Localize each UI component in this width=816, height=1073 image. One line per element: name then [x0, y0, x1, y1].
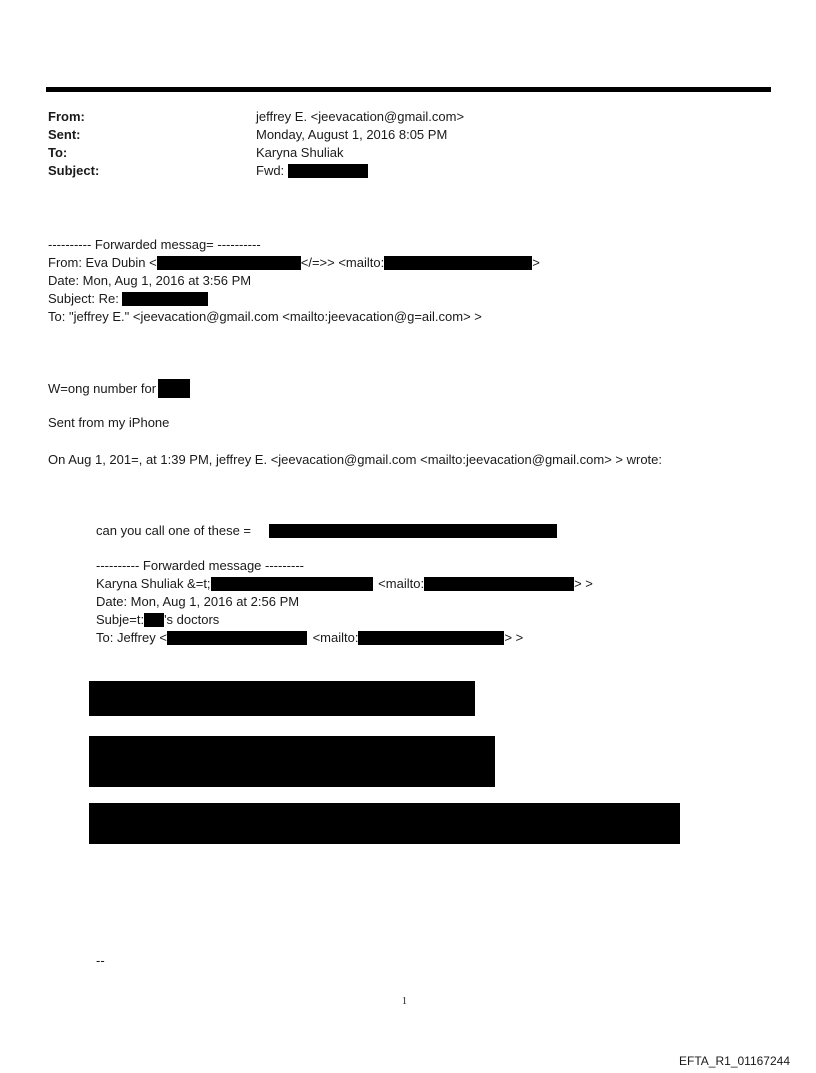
redaction-box	[288, 164, 368, 178]
quoted-to-suffix: > >	[504, 630, 524, 645]
to-value: Karyna Shuliak	[256, 145, 344, 160]
redaction-box	[269, 524, 557, 538]
quoted-date: Date: Mon, Aug 1, 2016 at 2:56 PM	[96, 594, 300, 609]
quoted-line-text: can you call one of these =	[96, 523, 252, 538]
quoted-from-suffix: > >	[574, 576, 593, 591]
forward-subject-prefix: Subject: Re:	[48, 291, 119, 306]
body-line-text: W=ong number for	[48, 381, 157, 396]
quoted-subject-line	[96, 611, 219, 628]
page-number: 1	[402, 996, 407, 1007]
forward-separator: ---------- Forwarded messag= ----------	[48, 237, 261, 252]
to-label: To:	[48, 145, 68, 160]
redaction-box	[157, 256, 301, 270]
redaction-box	[358, 631, 504, 645]
redaction-box	[144, 613, 164, 627]
redaction-box	[122, 292, 208, 306]
redaction-block	[89, 681, 475, 716]
from-value: jeffrey E. <jeevacation@gmail.com>	[256, 109, 465, 124]
sent-label: Sent:	[48, 127, 81, 142]
redaction-block	[89, 803, 680, 844]
quoted-subject-suffix: 's doctors	[164, 612, 220, 627]
subject-prefix: Fwd:	[256, 163, 285, 178]
quoted-to-line	[96, 629, 523, 646]
forward-from-prefix: From: Eva Dubin <	[48, 255, 157, 270]
quoted-from-middle: <mailto:	[378, 576, 425, 591]
forward-to: To: "jeffrey E." <jeevacation@gmail.com <mailto:jeevacation@g=ail.com> >	[48, 309, 482, 324]
body-line-wrong-number	[48, 379, 190, 398]
quoted-subject-prefix: Subje=t:	[96, 612, 145, 627]
forward-date: Date: Mon, Aug 1, 2016 at 3:56 PM	[48, 273, 252, 288]
redaction-block	[89, 736, 495, 787]
bates-number: EFTA_R1_01167244	[679, 1054, 790, 1068]
redaction-box	[424, 577, 574, 591]
redaction-box	[211, 577, 373, 591]
forward-from-middle: </=>> <mailto:	[300, 255, 385, 270]
forward-from-line	[48, 254, 540, 271]
top-rule	[46, 87, 771, 92]
redaction-box	[158, 379, 190, 398]
quoted-to-middle: <mailto:	[312, 630, 359, 645]
quoted-to-prefix: To: Jeffrey <	[96, 630, 167, 645]
body-quote-header: On Aug 1, 201=, at 1:39 PM, jeffrey E. <jeevacation@gmail.com <mailto:jeevacation@gmail.com> > wrote:	[48, 452, 662, 467]
quoted-from-prefix: Karyna Shuliak &=t;	[96, 576, 211, 591]
sent-value: Monday, August 1, 2016 8:05 PM	[256, 127, 448, 142]
forward-from-suffix: >	[532, 255, 540, 270]
from-label: From:	[48, 109, 85, 124]
subject-label: Subject:	[48, 163, 100, 178]
redaction-box	[384, 256, 532, 270]
forward-subject-line	[48, 290, 208, 307]
subject-value	[256, 162, 368, 180]
quoted-from-line	[96, 575, 593, 592]
redaction-box	[167, 631, 307, 645]
quoted-separator: ---------- Forwarded message ---------	[96, 558, 304, 573]
body-signature: Sent from my iPhone	[48, 415, 170, 430]
quoted-line-call	[96, 522, 557, 539]
signature-dashes: --	[96, 953, 105, 968]
